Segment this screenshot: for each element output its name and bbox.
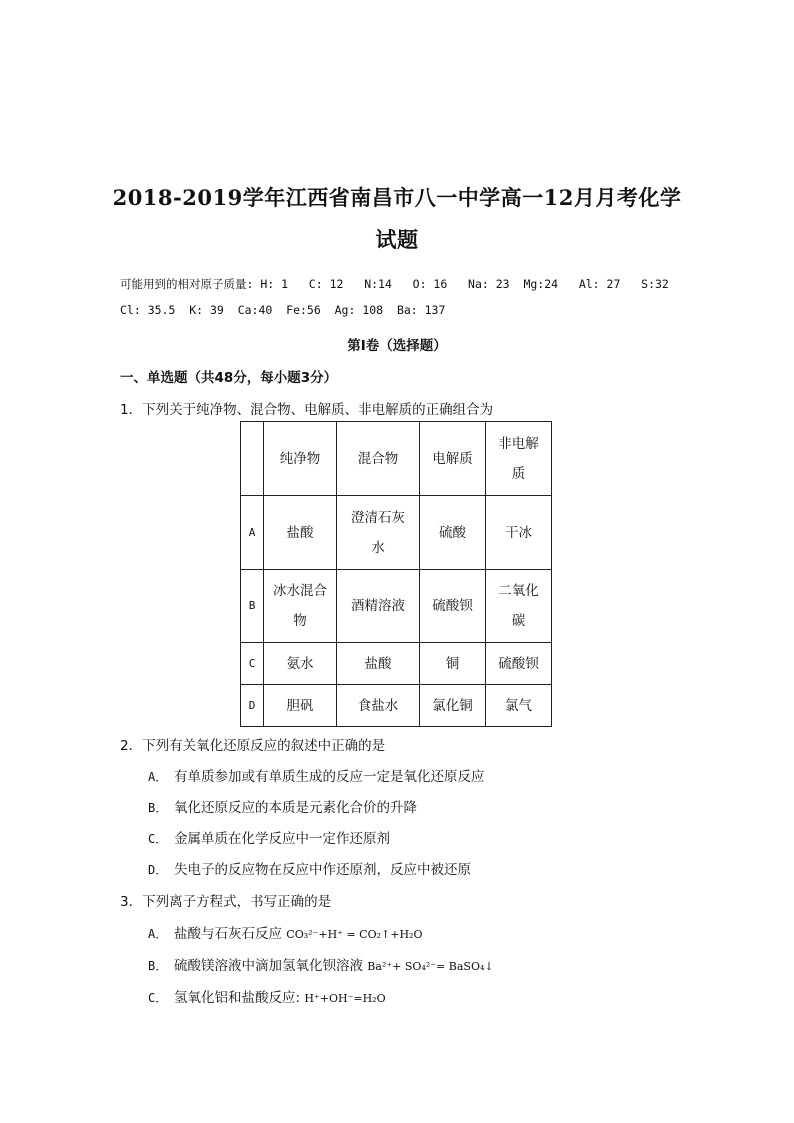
table-row xyxy=(241,685,552,727)
row-label: C xyxy=(241,643,264,685)
table-cell: 胆矾 xyxy=(264,685,337,727)
table-cell: 氯化铜 xyxy=(420,685,486,727)
question-1-table xyxy=(240,421,552,727)
option-text: 硫酸镁溶液中滴加氢氧化钡溶液 xyxy=(174,958,368,974)
table-cell: 澄清石灰 水 xyxy=(337,496,420,570)
option-letter: C． xyxy=(148,832,168,846)
option-letter: A． xyxy=(148,770,168,784)
row-label: A xyxy=(241,496,264,570)
question-2-option-a xyxy=(148,765,485,785)
question-2-option-c xyxy=(148,827,390,847)
option-text: 氢氧化铝和盐酸反应: xyxy=(174,990,305,1006)
part-title: 一、单选题（共48分，每小题3分） xyxy=(120,370,338,386)
option-text: 失电子的反应物在反应中作还原剂，反应中被还原 xyxy=(174,862,471,878)
table-header-cell: 混合物 xyxy=(337,422,420,496)
table-cell: 冰水混合 物 xyxy=(264,570,337,643)
table-header-cell: 电解质 xyxy=(420,422,486,496)
ionic-equation: CO₃²⁻+H⁺ = CO₂↑+H₂O xyxy=(286,928,423,941)
table-header-row xyxy=(241,422,552,496)
table-row xyxy=(241,496,552,570)
option-text: 金属单质在化学反应中一定作还原剂 xyxy=(174,831,390,847)
table-cell: 硫酸钡 xyxy=(486,643,552,685)
question-1-stem: 1．下列关于纯净物、混合物、电解质、非电解质的正确组合为 xyxy=(120,402,494,418)
question-3-option-a xyxy=(148,922,422,942)
atomic-mass-line-2: Cl: 35.5 K: 39 Ca:40 Fe:56 Ag: 108 Ba: 137 xyxy=(120,303,446,317)
question-2-stem: 2．下列有关氧化还原反应的叙述中正确的是 xyxy=(120,738,386,754)
option-text: 氧化还原反应的本质是元素化合价的升降 xyxy=(174,800,417,816)
question-2-option-d xyxy=(148,858,471,878)
table-corner-cell xyxy=(241,422,264,496)
table-cell: 氯气 xyxy=(486,685,552,727)
option-letter: A． xyxy=(148,927,168,941)
table-header-cell: 纯净物 xyxy=(264,422,337,496)
question-3-stem: 3．下列离子方程式，书写正确的是 xyxy=(120,894,332,910)
row-label: B xyxy=(241,570,264,643)
option-text: 盐酸与石灰石反应 xyxy=(174,926,287,942)
table-cell: 盐酸 xyxy=(264,496,337,570)
table-cell: 食盐水 xyxy=(337,685,420,727)
question-3-option-b xyxy=(148,954,494,974)
option-letter: B． xyxy=(148,959,168,973)
row-label: D xyxy=(241,685,264,727)
option-text: 有单质参加或有单质生成的反应一定是氧化还原反应 xyxy=(174,769,485,785)
option-letter: D． xyxy=(148,863,168,877)
table-cell: 硫酸 xyxy=(420,496,486,570)
table-cell: 氨水 xyxy=(264,643,337,685)
table-cell: 二氧化 碳 xyxy=(486,570,552,643)
exam-title-line-2: 试题 xyxy=(375,227,419,252)
table-cell: 硫酸钡 xyxy=(420,570,486,643)
exam-title-line-1: 2018-2019学年江西省南昌市八一中学高一12月月考化学 xyxy=(112,185,682,210)
section-title: 第I卷（选择题） xyxy=(347,338,447,354)
table-header-cell: 非电解 质 xyxy=(486,422,552,496)
option-letter: C． xyxy=(148,991,168,1005)
table-cell: 盐酸 xyxy=(337,643,420,685)
question-2-option-b xyxy=(148,796,417,816)
table-cell: 干冰 xyxy=(486,496,552,570)
atomic-mass-line-1: 可能用到的相对原子质量: H: 1 C: 12 N:14 O: 16 Na: 23 Mg:24 Al: 27 S:32 xyxy=(120,277,669,291)
question-3-option-c xyxy=(148,986,386,1006)
table-row xyxy=(241,570,552,643)
ionic-equation: H⁺+OH⁻=H₂O xyxy=(304,992,386,1005)
option-letter: B． xyxy=(148,801,168,815)
table-cell: 铜 xyxy=(420,643,486,685)
table-row xyxy=(241,643,552,685)
table-cell: 酒精溶液 xyxy=(337,570,420,643)
ionic-equation: Ba²⁺+ SO₄²⁻= BaSO₄↓ xyxy=(367,960,494,973)
